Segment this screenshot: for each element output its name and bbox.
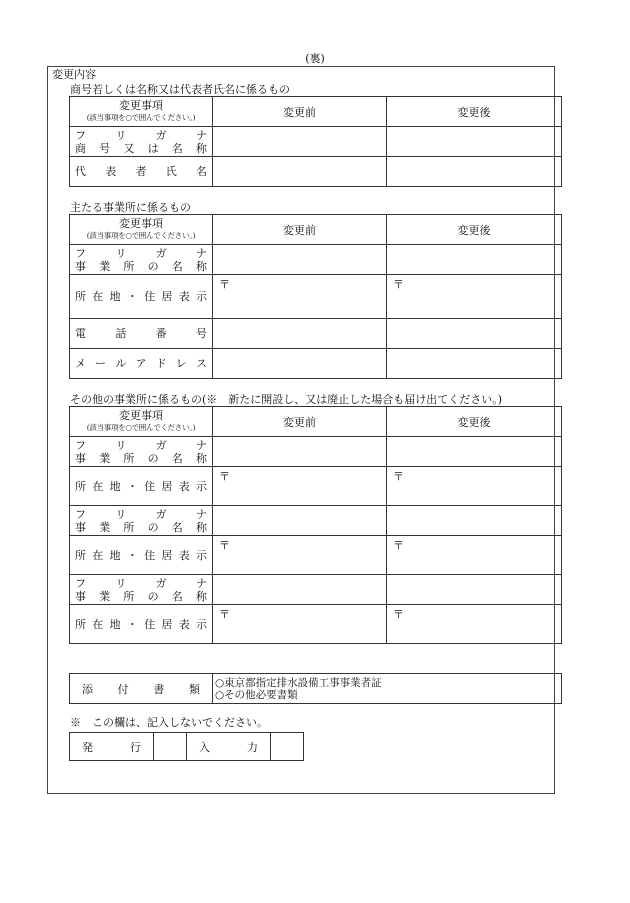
label-char: リ	[115, 128, 127, 142]
label-char: フ	[75, 438, 86, 452]
label-char: ・	[126, 548, 138, 562]
sec3-title: その他の事業所に係るもの(※ 新たに開設し、又は廃止した場合も届け出てください。)	[70, 393, 503, 406]
label-char: 在	[92, 290, 104, 303]
label-char: リ	[115, 576, 127, 590]
jigyosho-label	[70, 245, 213, 275]
shogo-before-field[interactable]	[213, 127, 387, 157]
shozaichi-label	[70, 467, 213, 506]
shozaichi-label	[70, 605, 213, 644]
label-char: ガ	[155, 246, 167, 260]
label-char: 表	[178, 290, 190, 303]
label-char: フ	[75, 246, 86, 260]
item-header-cell: 変更事項 (該当事項を○で囲んでください。)	[70, 407, 213, 437]
label-char: 書	[153, 682, 165, 696]
label-char: ル	[115, 357, 127, 370]
label-char: ガ	[155, 438, 167, 452]
jigyosho-after-field[interactable]	[387, 245, 562, 275]
shozaichi-after-field[interactable]: 〒	[387, 536, 562, 575]
label-char: フ	[75, 576, 86, 590]
label-char: 所	[75, 479, 86, 493]
sec2-title: 主たる事業所に係るもの	[70, 201, 191, 214]
label-char: ス	[195, 357, 207, 370]
label-char: 表	[178, 617, 190, 631]
attach-label	[70, 674, 213, 704]
label-char: 称	[195, 520, 207, 534]
label-char: ・	[126, 617, 138, 631]
label-char: は	[147, 141, 159, 155]
attach-table	[69, 673, 562, 704]
denwa-before-field[interactable]	[213, 319, 387, 349]
label-char: 業	[99, 451, 111, 465]
shozaichi-label	[70, 275, 213, 319]
jigyosho-after-field[interactable]	[387, 506, 562, 536]
jigyosho-label	[70, 575, 213, 605]
label-char: 称	[195, 451, 207, 465]
denwa-after-field[interactable]	[387, 319, 562, 349]
jigyosho-before-field[interactable]	[213, 506, 387, 536]
label-char: 地	[109, 617, 121, 631]
label-char: 氏	[165, 165, 177, 178]
issue-label	[70, 733, 154, 761]
label-char: 住	[144, 617, 156, 631]
label-char: 称	[195, 141, 207, 155]
shogo-label	[70, 127, 213, 157]
shozaichi-label	[70, 536, 213, 575]
label-char: ド	[155, 357, 167, 370]
sec3-table	[69, 406, 562, 644]
daihyo-after-field[interactable]	[387, 157, 562, 187]
label-char: ナ	[195, 576, 207, 590]
jigyosho-before-field[interactable]	[213, 437, 387, 467]
label-char: 力	[247, 740, 258, 754]
jigyosho-after-field[interactable]	[387, 437, 562, 467]
jigyosho-before-field[interactable]	[213, 245, 387, 275]
label-char: ガ	[155, 128, 167, 142]
label-char: 称	[195, 589, 207, 603]
shozaichi-before-field[interactable]: 〒	[213, 536, 387, 575]
label-char: 所	[123, 259, 135, 273]
sec1-title: 商号若しくは名称又は代表者氏名に係るもの	[70, 83, 290, 96]
sec1-table	[69, 96, 562, 187]
label-char: ナ	[195, 438, 207, 452]
attach-item: ○その他必要書類	[215, 688, 298, 701]
label-char: 地	[109, 290, 121, 303]
label-char: 住	[144, 548, 156, 562]
label-char: 者	[135, 165, 147, 178]
label-char: 在	[92, 617, 104, 631]
sec2-table	[69, 214, 562, 379]
label-char: の	[147, 259, 159, 273]
mail-after-field[interactable]	[387, 349, 562, 379]
after-header: 変更後	[387, 215, 562, 245]
label-char: リ	[115, 438, 127, 452]
after-header: 変更後	[387, 97, 562, 127]
label-char: 付	[117, 682, 129, 696]
label-char: 表	[178, 548, 190, 562]
label-char: 商	[75, 141, 86, 155]
shozaichi-after-field[interactable]: 〒	[387, 605, 562, 644]
label-char: 事	[75, 520, 86, 534]
mail-label	[70, 349, 213, 379]
attach-items	[213, 674, 562, 704]
label-char: の	[147, 451, 159, 465]
label-char: レ	[175, 357, 187, 370]
page-title: (裏)	[305, 52, 325, 65]
after-header: 変更後	[387, 407, 562, 437]
before-header: 変更前	[213, 215, 387, 245]
label-char: 居	[161, 290, 173, 303]
label-char: 又	[123, 141, 135, 155]
label-char: 所	[123, 520, 135, 534]
input-label	[187, 733, 271, 761]
label-char: 示	[195, 617, 207, 631]
label-char: 表	[178, 479, 190, 493]
label-char: 居	[161, 479, 173, 493]
section-title: 変更内容	[52, 68, 96, 81]
shozaichi-before-field[interactable]: 〒	[213, 467, 387, 506]
daihyo-label	[70, 157, 213, 187]
label-char: 表	[105, 165, 117, 178]
label-char: 示	[195, 479, 207, 493]
label-char: 話	[115, 327, 127, 340]
label-char: 業	[99, 589, 111, 603]
jigyosho-label	[70, 437, 213, 467]
label-char: 居	[161, 548, 173, 562]
label-char: 行	[130, 740, 141, 754]
label-char: 入	[199, 740, 210, 754]
mail-before-field[interactable]	[213, 349, 387, 379]
label-char: 添	[82, 682, 93, 696]
label-char: ・	[126, 290, 138, 303]
label-char: 名	[171, 589, 183, 603]
label-char: 名	[196, 165, 207, 178]
office-note: ※ この欄は、記入しないでください。	[70, 716, 268, 729]
label-char: 居	[161, 617, 173, 631]
office-use-table	[69, 732, 304, 761]
before-header: 変更前	[213, 407, 387, 437]
label-char: ガ	[155, 576, 167, 590]
denwa-label	[70, 319, 213, 349]
label-char: 在	[92, 479, 104, 493]
label-char: 業	[99, 520, 111, 534]
label-char: 地	[109, 479, 121, 493]
label-char: の	[147, 589, 159, 603]
label-char: の	[147, 520, 159, 534]
label-char: 所	[123, 589, 135, 603]
shogo-after-field[interactable]	[387, 127, 562, 157]
label-char: リ	[115, 507, 127, 521]
label-char: 名	[171, 520, 183, 534]
label-char: フ	[75, 507, 86, 521]
jigyosho-before-field[interactable]	[213, 575, 387, 605]
label-char: 番	[155, 327, 167, 340]
label-char: ナ	[195, 128, 207, 142]
label-char: ナ	[195, 507, 207, 521]
label-char: ・	[126, 479, 138, 493]
label-char: メ	[75, 357, 86, 370]
label-char: 地	[109, 548, 121, 562]
label-char: 類	[188, 682, 200, 696]
label-char: ア	[135, 357, 147, 370]
label-char: 称	[195, 259, 207, 273]
item-header-cell: 変更事項 (該当事項を○で囲んでください。)	[70, 97, 213, 127]
label-char: 業	[99, 259, 111, 273]
daihyo-before-field[interactable]	[213, 157, 387, 187]
jigyosho-after-field[interactable]	[387, 575, 562, 605]
label-char: 名	[171, 451, 183, 465]
label-char: ナ	[195, 246, 207, 260]
label-char: 所	[75, 290, 86, 303]
attach-item: ○東京都指定排水設備工事事業者証	[215, 676, 382, 689]
label-char: 住	[144, 479, 156, 493]
label-char: 事	[75, 451, 86, 465]
label-char: 住	[144, 290, 156, 303]
label-char: ー	[95, 357, 107, 370]
label-char: 所	[75, 617, 86, 631]
label-char: 示	[195, 290, 207, 303]
label-char: 事	[75, 259, 86, 273]
label-char: 電	[75, 327, 86, 340]
shozaichi-before-field[interactable]: 〒	[213, 605, 387, 644]
label-char: 発	[82, 740, 93, 754]
shozaichi-after-field[interactable]: 〒	[387, 467, 562, 506]
label-char: 在	[92, 548, 104, 562]
shozaichi-after-field[interactable]: 〒	[387, 275, 562, 319]
shozaichi-before-field[interactable]: 〒	[213, 275, 387, 319]
label-char: 代	[75, 165, 86, 178]
jigyosho-label	[70, 506, 213, 536]
item-header-cell: 変更事項 (該当事項を○で囲んでください。)	[70, 215, 213, 245]
before-header: 変更前	[213, 97, 387, 127]
label-char: 名	[171, 259, 183, 273]
label-char: 示	[195, 548, 207, 562]
label-char: 号	[195, 327, 207, 340]
label-char: フ	[75, 128, 86, 142]
label-char: 名	[171, 141, 183, 155]
issue-box	[154, 733, 187, 761]
label-char: リ	[115, 246, 127, 260]
label-char: 所	[123, 451, 135, 465]
label-char: 事	[75, 589, 86, 603]
label-char: ガ	[155, 507, 167, 521]
label-char: 所	[75, 548, 86, 562]
label-char: 号	[99, 141, 111, 155]
input-box	[271, 733, 304, 761]
